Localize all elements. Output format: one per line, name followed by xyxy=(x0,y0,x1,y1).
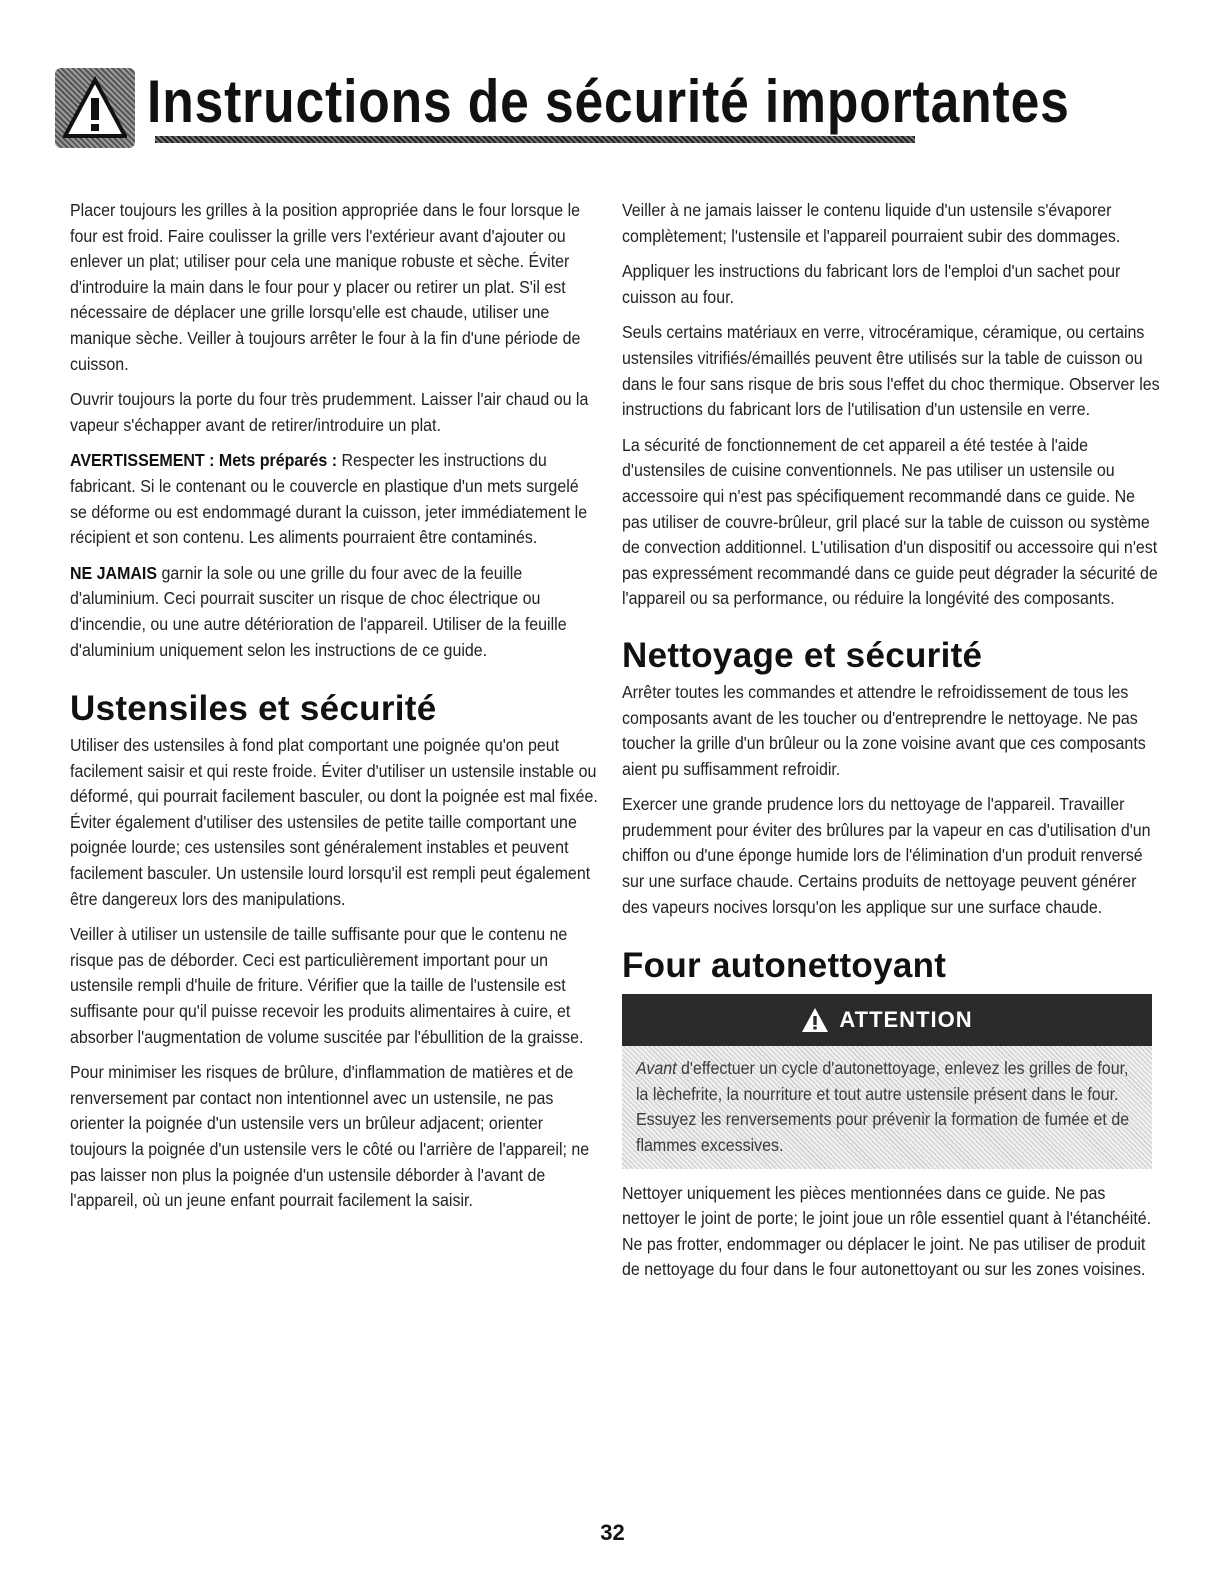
paragraph-verre: Seuls certains matériaux en verre, vitrocéramique, céramique, ou certains ustensiles vitrifiés/émaillés peuvent être utilisés sur la table de cuisson ou dans le four sans risque de bris sous l'effet du choc thermique. Observer les instructions du fabricant lors de l'utilisation d'un ustensile en verre. xyxy=(622,322,1160,420)
paragraph-porte: Ouvrir toujours la porte du four très prudemment. Laisser l'air chaud ou la vapeur s'échapper avant de retirer/introduire un plat. xyxy=(70,389,589,435)
paragraph-ustensiles-2: Veiller à utiliser un ustensile de taille suffisante pour que le contenu ne risque pas de déborder. Ceci est particulièrement important pour un ustensile rempli d'huile de friture. Vérifier que la taille de l'ustensile est suffisante pour qu'il puisse recevoir les produits alimentaires à cuire, et absorber l'augmentation de volume suscitée par l'ébullition de la graisse. xyxy=(70,924,584,1047)
warning-triangle-icon xyxy=(55,68,135,148)
right-column xyxy=(622,198,1162,1293)
left-column xyxy=(70,198,598,1224)
attention-body xyxy=(622,1046,1152,1168)
page-title: Instructions de sécurité importantes xyxy=(147,68,1070,135)
page-number: 32 xyxy=(600,1520,625,1545)
attention-header xyxy=(622,994,1152,1046)
paragraph-avertissement: AVERTISSEMENT : Mets préparés : Respecter les instructions du fabricant. Si le contenant ou le couvercle en plastique d'un mets surgelé se déforme ou est endommagé durant la cuisson, jeter immédiatement le récipient et son contenu. Les aliments pourraient être contaminés. xyxy=(70,450,588,548)
paragraph-nettoyage-2: Exercer une grande prudence lors du nettoyage de l'appareil. Travailler prudemment pour éviter des brûlures par la vapeur en cas d'utilisation d'un chiffon ou d'une éponge humide lors de l'élimination d'un produit renversé sur une surface chaude. Certains produits de nettoyage peuvent générer des vapeurs nocives lorsqu'on les applique sur une surface chaude. xyxy=(622,794,1151,917)
paragraph-liquide: Veiller à ne jamais laisser le contenu liquide d'un ustensile s'évaporer complètement; l'ustensile et l'appareil pourraient subir des dommages. xyxy=(622,200,1121,246)
title-underline xyxy=(155,136,915,143)
attention-box xyxy=(622,994,1152,1168)
paragraph-grilles: Placer toujours les grilles à la position appropriée dans le four lorsque le four est froid. Faire coulisser la grille vers l'extérieur avant d'ajouter ou enlever un plat; utiliser pour cela une manique robuste et sèche. Éviter d'introduire la main dans le four pour y placer ou retirer un plat. S'il est nécessaire de déplacer une grille lorsqu'elle est chaude, utiliser une manique sèche. Veiller à toujours arrêter le four à la fin d'une période de cuisson. xyxy=(70,200,581,374)
paragraph-ne-jamais: NE JAMAIS garnir la sole ou une grille du four avec de la feuille d'aluminium. Ceci pourrait susciter un risque de choc électrique ou d'incendie, ou une autre détérioration de l'appareil. Utiliser de la feuille d'aluminium uniquement selon les instructions de ce guide. xyxy=(70,562,567,660)
paragraph-nettoyage-1: Arrêter toutes les commandes et attendre le refroidissement de tous les composants avant de les toucher ou d'entreprendre le nettoyage. Ne pas toucher la grille d'un brûleur ou la zone voisine avant que ces composants aient pu suffisamment refroidir. xyxy=(622,681,1146,779)
paragraph-ustensiles-3: Pour minimiser les risques de brûlure, d'inflammation de matières et de renversement par contact non intentionnel avec un ustensile, ne pas orienter la poignée d'un ustensile vers un brûleur adjacent; orienter toujours la poignée d'un ustensile vers le côté ou l'arrière de l'appareil; ne pas laisser non plus la poignée d'un ustensile déborder à l'avant de l'appareil, où un jeune enfant pourrait facilement la saisir. xyxy=(70,1062,590,1211)
page-header xyxy=(55,68,1070,150)
section-title-ustensiles: Ustensiles et sécurité xyxy=(70,689,437,729)
paragraph-four-autonettoyant: Nettoyer uniquement les pièces mentionnées dans ce guide. Ne pas nettoyer le joint de porte; le joint joue un rôle essentiel quant à l'étanchéité. Ne pas frotter, endommager ou déplacer le joint. Ne pas utiliser de produit de nettoyage du four dans le four autonettoyant ou sur les zones voisines. xyxy=(622,1182,1152,1280)
attention-text: Avant d'effectuer un cycle d'autonettoyage, enlevez les grilles de four, la lèchefrite, la nourriture et tout autre ustensile présent dans le four. Essuyez les renversements pour prévenir la formation de fumée et de flammes excessives. xyxy=(636,1058,1130,1156)
paragraph-sachet: Appliquer les instructions du fabricant lors de l'emploi d'un sachet pour cuisson au four. xyxy=(622,261,1121,307)
attention-lead: Avant xyxy=(636,1058,677,1079)
section-title-nettoyage: Nettoyage et sécurité xyxy=(622,635,983,675)
paragraph-ustensiles-conventionnels: La sécurité de fonctionnement de cet appareil a été testée à l'aide d'ustensiles de cuisine conventionnels. Ne pas utiliser un ustensile ou accessoire qui n'est pas spécifiquement recommandé dans ce guide. Ne pas utiliser de couvre-brûleur, gril placé sur la table de cuisson ou système de convection additionnel. L'utilisation d'un dispositif ou accessoire qui n'est pas expressément recommandé dans ce guide peut dégrader la sécurité de l'appareil ou sa performance, ou réduire la longévité des composants. xyxy=(622,434,1158,609)
section-title-four-autonettoyant: Four autonettoyant xyxy=(622,946,947,986)
warning-triangle-icon xyxy=(801,1007,829,1033)
ne-jamais-label: NE JAMAIS xyxy=(70,562,158,583)
attention-title: ATTENTION xyxy=(839,1007,973,1033)
avertissement-label: AVERTISSEMENT : Mets préparés : xyxy=(70,450,338,471)
paragraph-ustensiles-1: Utiliser des ustensiles à fond plat comportant une poignée qu'on peut facilement saisir et qui reste froide. Éviter d'utiliser un ustensile instable ou déformé, qui pourrait facilement basculer, ou dont la poignée est mal fixée. Éviter également d'utiliser des ustensiles de petite taille comportant une poignée lourde; ces ustensiles sont généralement instables et peuvent facilement basculer. Un ustensile lourd lorsqu'il est rempli peut également être dangereux lors des manipulations. xyxy=(70,735,598,909)
